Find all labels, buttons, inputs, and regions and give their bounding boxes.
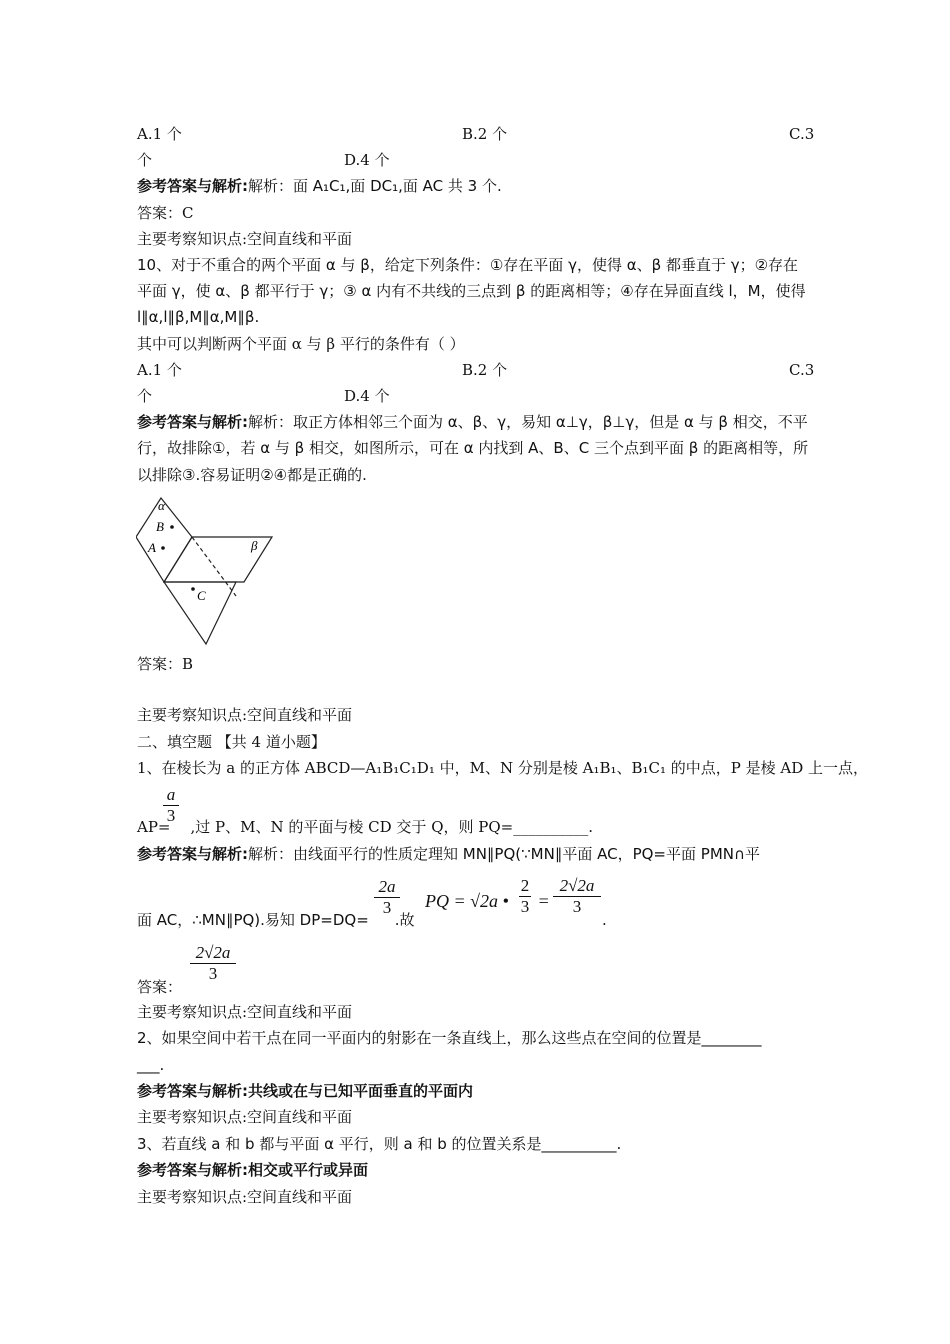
f3-topic: 主要考察知识点:空间直线和平面 bbox=[137, 1188, 353, 1206]
point-b bbox=[170, 525, 174, 529]
q9-answer: 答案：C bbox=[137, 204, 194, 222]
q9-option-c-cont: 个 bbox=[137, 151, 153, 169]
q9-option-c: C.3 bbox=[789, 125, 815, 143]
f1-analysis-end: . bbox=[602, 911, 607, 929]
q10-stem-line4: 其中可以判断两个平面 α 与 β 平行的条件有（ ） bbox=[137, 335, 465, 353]
point-a bbox=[161, 546, 165, 550]
q10-option-c: C.3 bbox=[789, 361, 815, 379]
analysis-text: 解析：取正方体相邻三个面为 α、β、γ，易知 α⊥γ，β⊥γ，但是 α 与 β 相交，不平 bbox=[248, 413, 808, 431]
frac-den: 3 bbox=[166, 806, 176, 825]
frac-num: 2 bbox=[520, 876, 530, 895]
q9-answer-analysis bbox=[137, 176, 502, 196]
frac-num: 2√2a bbox=[195, 943, 231, 962]
analysis-text: 解析：由线面平行的性质定理知 MN∥PQ(∵MN∥平面 AC，PQ=平面 PMN∩平 bbox=[248, 845, 760, 863]
f2-stem-line1: 2、如果空间中若干点在同一平面内的射影在一条直线上，那么这些点在空间的位置是________ bbox=[137, 1029, 762, 1047]
q10-option-c-cont: 个 bbox=[137, 387, 153, 405]
analysis-text-mid: .故 bbox=[394, 911, 415, 929]
analysis-label: 参考答案与解析: bbox=[137, 845, 248, 863]
analysis-label: 参考答案与解析: bbox=[137, 413, 248, 431]
label-beta: β bbox=[251, 538, 258, 553]
f2-topic: 主要考察知识点:空间直线和平面 bbox=[137, 1108, 353, 1126]
ap-label: AP= bbox=[137, 818, 171, 836]
stem-rest: ,过 P、M、N 的平面与棱 CD 交于 Q，则 PQ=__________. bbox=[190, 818, 593, 836]
q10-stem-line3: l∥α,l∥β,M∥α,M∥β. bbox=[137, 308, 260, 326]
label-c: C bbox=[197, 588, 206, 603]
eq-left: PQ = √2a • bbox=[425, 891, 509, 911]
eq-frac-1 bbox=[519, 877, 531, 916]
frac-den: 3 bbox=[520, 897, 530, 916]
analysis-text: 共线或在与已知平面垂直的平面内 bbox=[248, 1082, 474, 1100]
analysis-label: 参考答案与解析: bbox=[137, 177, 248, 195]
q9-option-d: D.4 个 bbox=[344, 151, 390, 169]
q9-topic: 主要考察知识点:空间直线和平面 bbox=[137, 230, 353, 248]
q10-topic: 主要考察知识点:空间直线和平面 bbox=[137, 706, 353, 724]
analysis-label: 参考答案与解析: bbox=[137, 1082, 248, 1100]
f1-stem-line1: 1、在棱长为 a 的正方体 ABCD—A₁B₁C₁D₁ 中，M、N 分别是棱 A₁B₁、B₁C₁ 的中点，P 是棱 AD 上一点， bbox=[137, 759, 869, 777]
f2-stem-line2: ___. bbox=[137, 1056, 165, 1074]
planes-figure bbox=[136, 494, 274, 648]
eq-equals: = bbox=[533, 891, 555, 911]
frac-num: a bbox=[166, 785, 176, 804]
analysis-text: 面 AC，∴MN∥PQ).易知 DP=DQ= bbox=[137, 911, 369, 929]
q10-stem-line2: 平面 γ，使 α、β 都平行于 γ；③ α 内有不共线的三点到 β 的距离相等；④存在异面直线 l，M，使得 bbox=[137, 282, 806, 300]
frac-num: 2√2a bbox=[559, 876, 595, 895]
q9-option-b: B.2 个 bbox=[462, 125, 508, 143]
section-title: 二、填空题 【共 4 道小题】 bbox=[137, 733, 326, 751]
analysis-text: 相交或平行或异面 bbox=[248, 1161, 369, 1179]
f1-answer: 答案： bbox=[137, 978, 183, 996]
f1-stem-line2 bbox=[137, 817, 593, 837]
q10-option-a: A.1 个 bbox=[137, 361, 182, 379]
label-b: B bbox=[156, 519, 164, 534]
q10-option-d: D.4 个 bbox=[344, 387, 390, 405]
q10-stem-line1: 10、对于不重合的两个平面 α 与 β，给定下列条件：①存在平面 γ，使得 α、β 都垂直于 γ；②存在 bbox=[137, 256, 799, 274]
f1-topic: 主要考察知识点:空间直线和平面 bbox=[137, 1003, 353, 1021]
q10-analysis-line3: 以排除③.容易证明②④都是正确的. bbox=[137, 466, 367, 484]
f3-stem-line1: 3、若直线 a 和 b 都与平面 α 平行，则 a 和 b 的位置关系是__________. bbox=[137, 1135, 622, 1153]
frac-den: 3 bbox=[382, 898, 392, 917]
f3-analysis bbox=[137, 1160, 368, 1180]
eq-frac-2 bbox=[553, 877, 601, 916]
q10-option-b: B.2 个 bbox=[462, 361, 508, 379]
q10-analysis-line2: 行，故排除①，若 α 与 β 相交，如图所示，可在 α 内找到 A、B、C 三个点到平面 β 的距离相等，所 bbox=[137, 439, 809, 457]
f2-analysis bbox=[137, 1081, 473, 1101]
analysis-text: 解析：面 A₁C₁,面 DC₁,面 AC 共 3 个. bbox=[248, 177, 502, 195]
label-a: A bbox=[148, 540, 156, 555]
q10-analysis-line1 bbox=[137, 412, 808, 432]
frac-den: 3 bbox=[572, 897, 582, 916]
f1-analysis-line2 bbox=[137, 910, 415, 930]
frac-den: 3 bbox=[208, 964, 218, 983]
q10-answer: 答案：B bbox=[137, 655, 194, 673]
frac-num: 2a bbox=[378, 877, 396, 896]
analysis-label: 参考答案与解析: bbox=[137, 1161, 248, 1179]
label-alpha: α bbox=[158, 498, 165, 513]
point-c bbox=[191, 587, 195, 591]
f1-analysis-line1 bbox=[137, 844, 760, 864]
q9-option-a: A.1 个 bbox=[137, 125, 182, 143]
answer-fraction bbox=[190, 944, 236, 983]
